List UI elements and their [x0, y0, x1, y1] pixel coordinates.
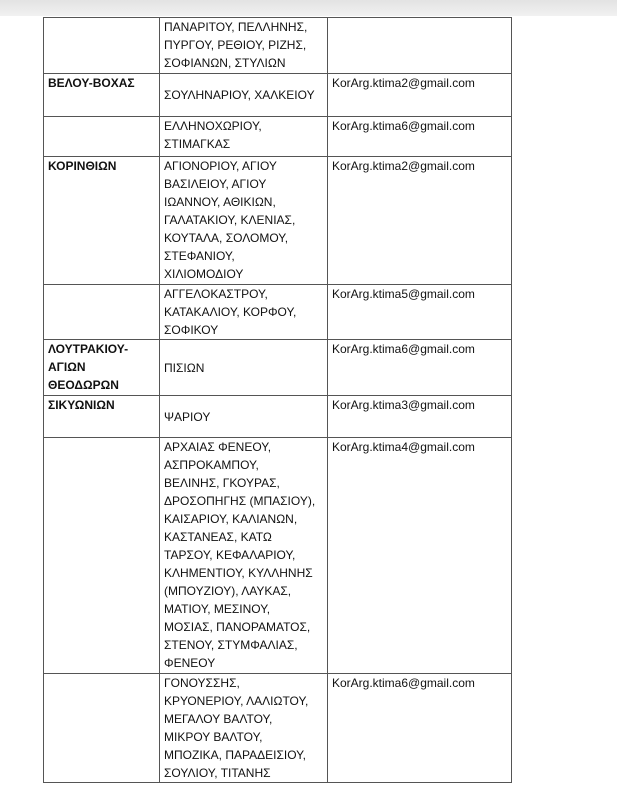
village-line: ΣΟΥΛΙΟΥ, ΤΙΤΑΝΗΣ — [164, 766, 271, 780]
village-line: ΕΛΛΗΝΟΧΩΡΙΟΥ, — [164, 119, 262, 133]
village-line: ΚΑΣΤΑΝΕΑΣ, ΚΑΤΩ — [164, 530, 272, 544]
village-line: ΜΙΚΡΟΥ ΒΑΛΤΟΥ, — [164, 730, 263, 744]
email-address: KorArg.ktima3@gmail.com — [328, 396, 512, 438]
village-line: ΣΤΙΜΑΓΚΑΣ — [164, 137, 231, 151]
village-line: ΣΟΥΛΗΝΑΡΙΟΥ, ΧΑΛΚΕΙΟΥ — [164, 88, 315, 102]
municipality-name-line: ΛΟΥΤΡΑΚΙΟΥ- — [48, 342, 129, 356]
municipality-cell — [44, 117, 160, 157]
email-address: KorArg.ktima6@gmail.com — [328, 340, 512, 396]
village-line: ΠΙΣΙΩΝ — [164, 360, 205, 375]
villages-cell — [160, 674, 328, 783]
village-line: ΤΑΡΣΟΥ, ΚΕΦΑΛΑΡΙΟΥ, — [164, 548, 296, 562]
village-line: ΙΩΑΝΝΟΥ, ΑΘΙΚΙΩΝ, — [164, 195, 276, 209]
villages-cell — [160, 285, 328, 340]
email-address: KorArg.ktima5@gmail.com — [328, 285, 512, 340]
village-line: ΠΑΝΑΡΙΤΟΥ, ΠΕΛΛΗΝΗΣ, — [164, 20, 308, 34]
municipality-cell — [44, 18, 160, 74]
village-line: ΣΤΕΝΟΥ, ΣΤΥΜΦΑΛΙΑΣ, — [164, 638, 298, 652]
table-row — [44, 157, 512, 285]
municipality-cell — [44, 285, 160, 340]
villages-cell — [160, 117, 328, 157]
municipality-cell — [44, 74, 160, 117]
table-row — [44, 74, 512, 117]
municipality-name-line: ΒΕΛΟΥ-ΒΟΧΑΣ — [48, 76, 135, 90]
village-line: ΚΑΙΣΑΡΙΟΥ, ΚΑΛΙΑΝΩΝ, — [164, 512, 298, 526]
municipality-cell — [44, 157, 160, 285]
village-line: ΒΑΣΙΛΕΙΟΥ, ΑΓΙΟΥ — [164, 177, 267, 191]
table-row — [44, 18, 512, 74]
village-line: ΠΥΡΓΟΥ, ΡΕΘΙΟΥ, ΡΙΖΗΣ, — [164, 38, 307, 52]
village-line: ΜΕΓΑΛΟΥ ΒΑΛΤΟΥ, — [164, 712, 273, 726]
municipality-name-line: ΑΓΙΩΝ — [48, 360, 86, 374]
table-row — [44, 396, 512, 438]
village-line: ΚΡΥΟΝΕΡΙΟΥ, ΛΑΛΙΩΤΟΥ, — [164, 694, 309, 708]
municipality-cell — [44, 674, 160, 783]
village-line: (ΜΠΟΥΖΙΟΥ), ΛΑΥΚΑΣ, — [164, 584, 292, 598]
village-line: ΧΙΛΙΟΜΟΔΙΟΥ — [164, 267, 244, 281]
table-row — [44, 340, 512, 396]
window-top-bar — [0, 0, 617, 16]
village-line: ΦΕΝΕΟΥ — [164, 656, 216, 670]
village-line: ΔΡΟΣΟΠΗΓΗΣ (ΜΠΑΣΙΟΥ), — [164, 494, 316, 508]
email-address: KorArg.ktima4@gmail.com — [328, 438, 512, 674]
village-line: ΜΑΤΙΟΥ, ΜΕΣΙΝΟΥ, — [164, 602, 271, 616]
village-line: ΑΣΠΡΟΚΑΜΠΟΥ, — [164, 458, 259, 472]
email-address — [328, 18, 512, 74]
village-line: ΑΡΧΑΙΑΣ ΦΕΝΕΟΥ, — [164, 440, 272, 454]
village-line: ΒΕΛΙΝΗΣ, ΓΚΟΥΡΑΣ, — [164, 476, 280, 490]
table-row — [44, 285, 512, 340]
village-line: ΓΑΛΑΤΑΚΙΟΥ, ΚΛΕΝΙΑΣ, — [164, 213, 296, 227]
village-line: ΨΑΡΙΟΥ — [164, 409, 211, 424]
table-row — [44, 438, 512, 674]
village-line: ΜΟΣΙΑΣ, ΠΑΝΟΡΑΜΑΤΟΣ, — [164, 620, 311, 634]
email-address: KorArg.ktima2@gmail.com — [328, 157, 512, 285]
villages-cell — [160, 438, 328, 674]
villages-cell — [160, 396, 328, 438]
villages-cell — [160, 340, 328, 396]
village-line: ΑΓΓΕΛΟΚΑΣΤΡΟΥ, — [164, 287, 268, 301]
municipality-name-line: ΣΙΚΥΩΝΙΩΝ — [48, 398, 115, 412]
municipality-name-line: ΘΕΟΔΩΡΩΝ — [48, 378, 119, 392]
municipality-name-line: ΚΟΡΙΝΘΙΩΝ — [48, 159, 117, 173]
village-line: ΚΑΤΑΚΑΛΙΟΥ, ΚΟΡΦΟΥ, — [164, 305, 297, 319]
municipality-cell — [44, 438, 160, 674]
email-address: KorArg.ktima6@gmail.com — [328, 674, 512, 783]
village-line: ΚΟΥΤΑΛΑ, ΣΟΛΟΜΟΥ, — [164, 231, 289, 245]
village-line: ΣΟΦΙΑΝΩΝ, ΣΤΥΛΙΩΝ — [164, 56, 286, 70]
village-line: ΣΟΦΙΚΟΥ — [164, 323, 219, 337]
village-line: ΑΓΙΟΝΟΡΙΟΥ, ΑΓΙΟΥ — [164, 159, 277, 173]
email-address: KorArg.ktima6@gmail.com — [328, 117, 512, 157]
villages-cell — [160, 157, 328, 285]
table-row — [44, 674, 512, 783]
village-line: ΣΤΕΦΑΝΙΟΥ, — [164, 249, 235, 263]
municipality-cell — [44, 340, 160, 396]
village-line: ΚΛΗΜΕΝΤΙΟΥ, ΚΥΛΛΗΝΗΣ — [164, 566, 313, 580]
villages-cell — [160, 74, 328, 117]
village-line: ΜΠΟΖΙΚΑ, ΠΑΡΑΔΕΙΣΙΟΥ, — [164, 748, 306, 762]
table-row — [44, 117, 512, 157]
village-line: ΓΟΝΟΥΣΣΗΣ, — [164, 676, 240, 690]
villages-cell — [160, 18, 328, 74]
municipality-cell — [44, 396, 160, 438]
email-address: KorArg.ktima2@gmail.com — [328, 74, 512, 117]
municipality-contact-table — [43, 17, 512, 783]
